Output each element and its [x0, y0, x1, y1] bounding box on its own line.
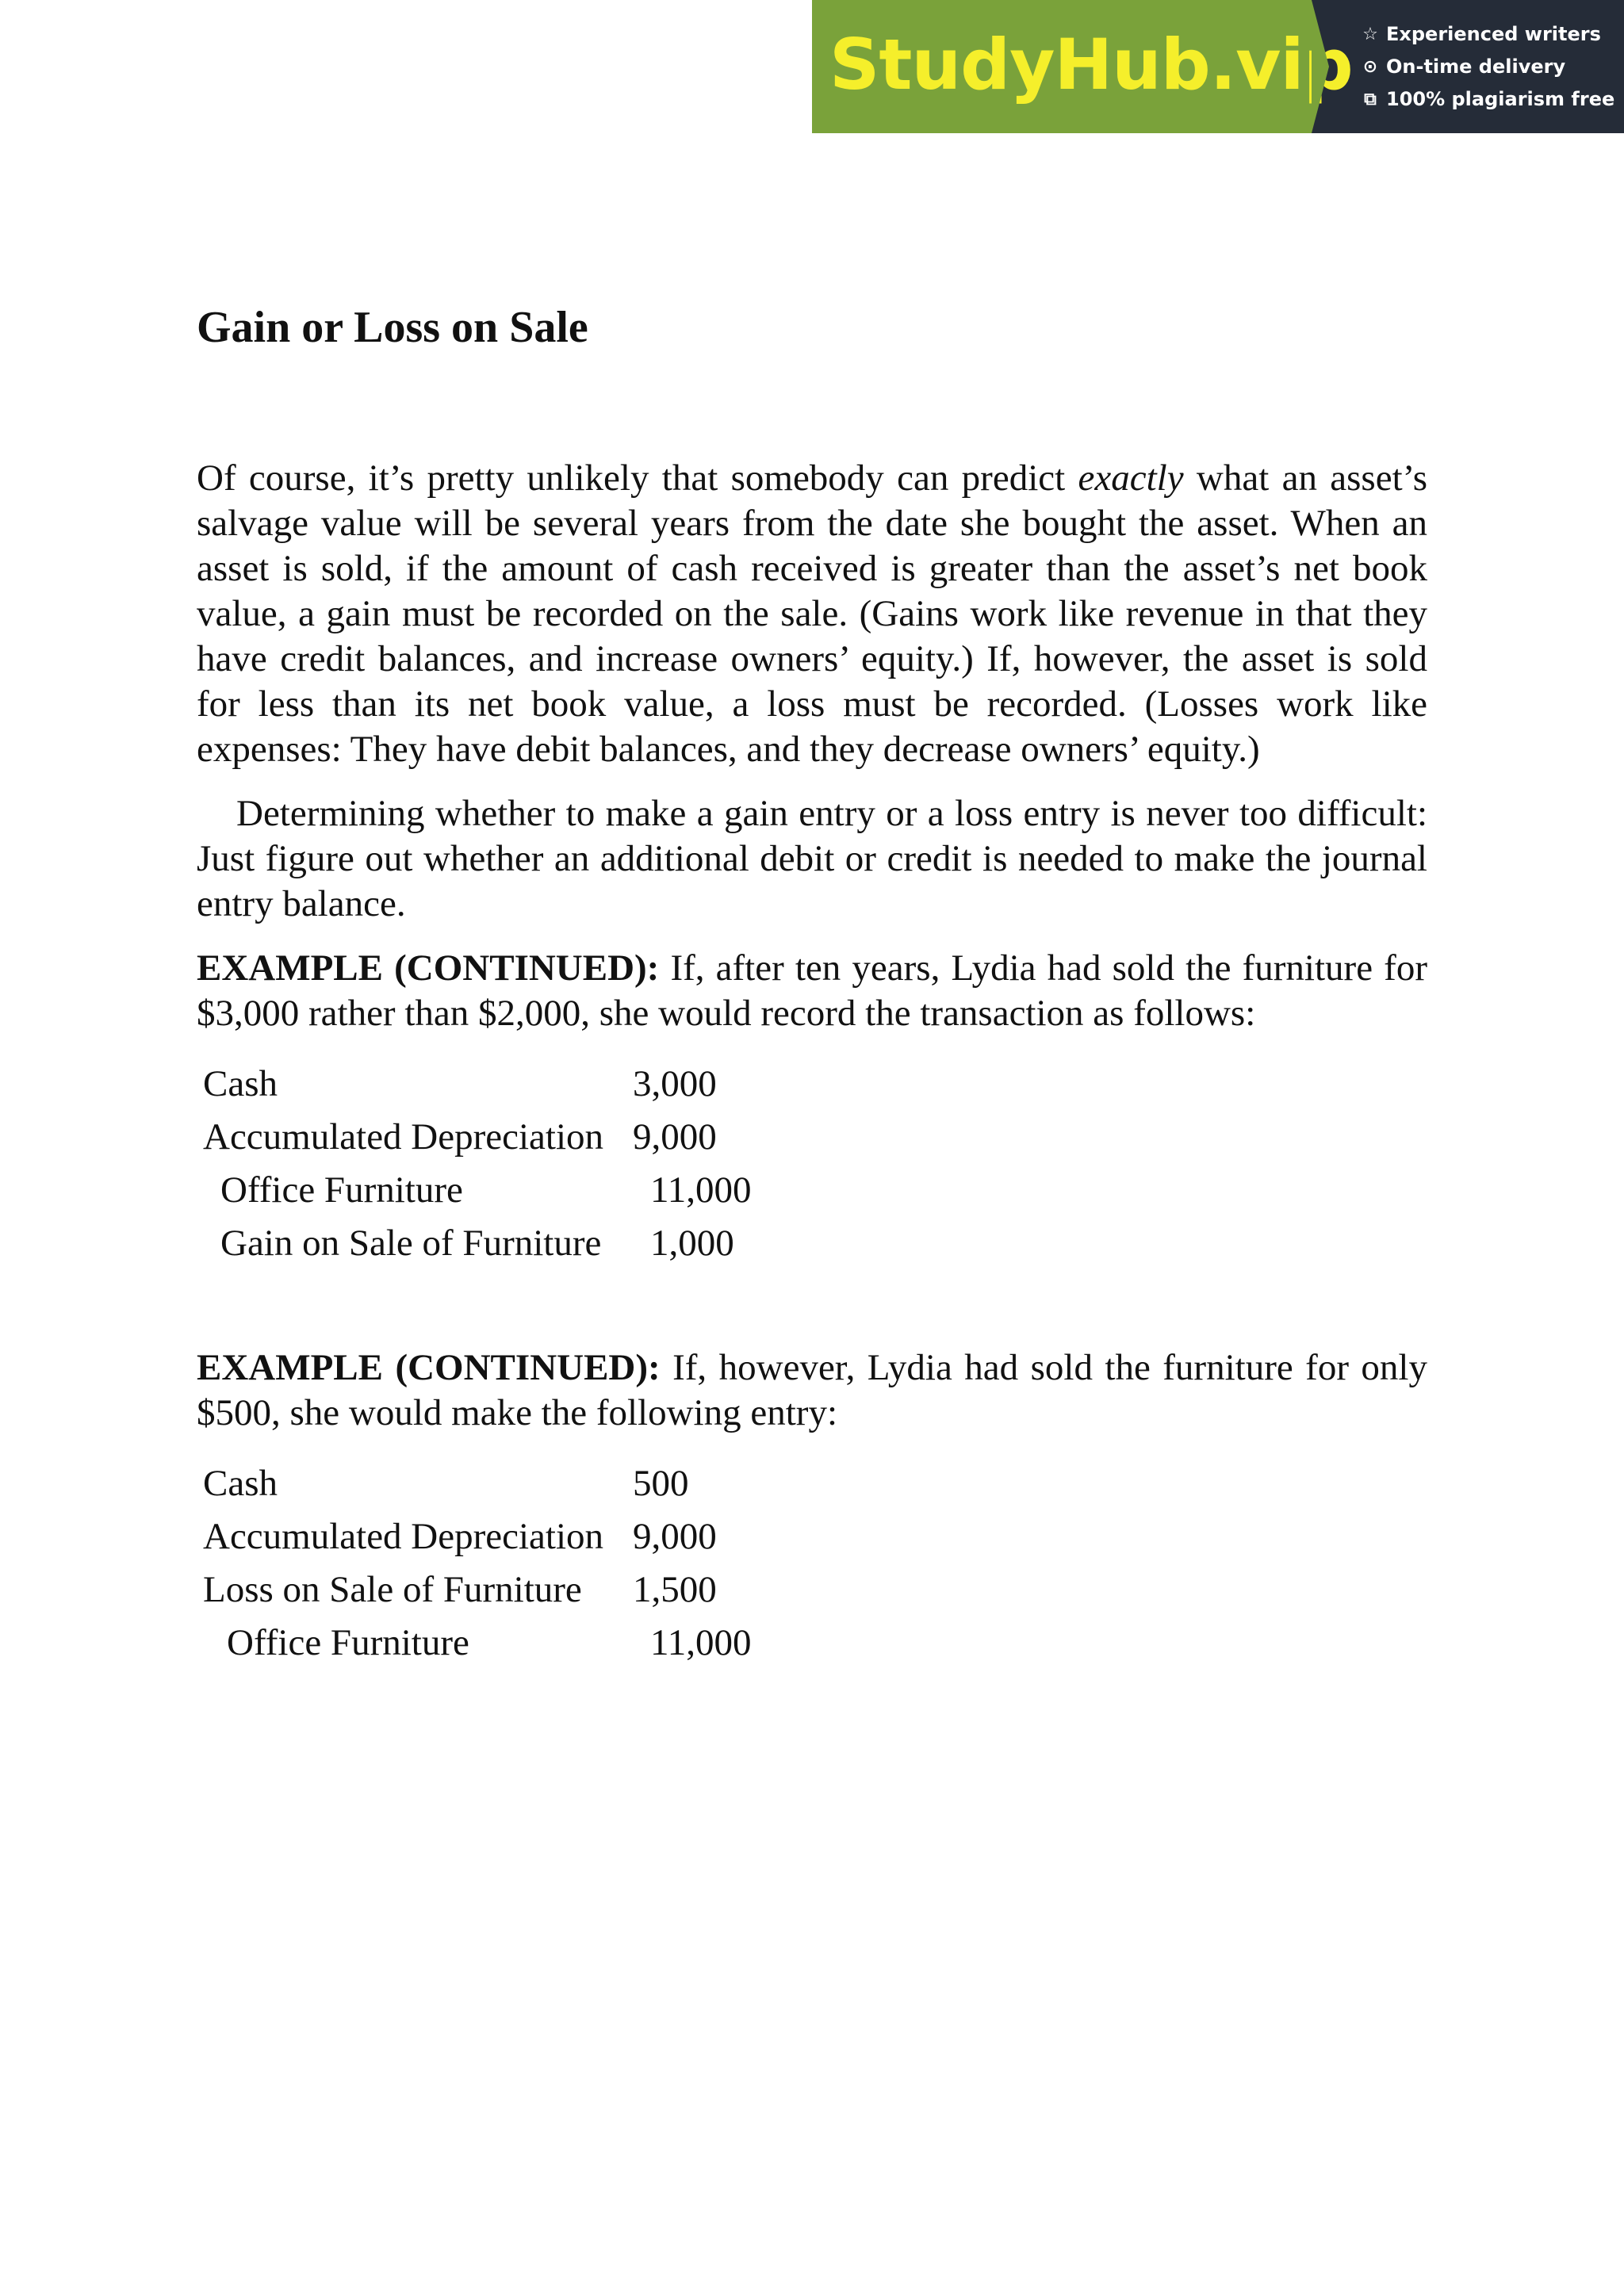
- journal-debit: 500: [633, 1462, 689, 1504]
- journal-account: Loss on Sale of Furniture: [203, 1568, 582, 1610]
- feature-on-time-delivery: [1359, 51, 1624, 83]
- example-loss-intro: [197, 1345, 1427, 1436]
- journal-row: [203, 1563, 1427, 1616]
- feature-plagiarism-free: [1359, 83, 1624, 116]
- example-text: If, however, Lydia had sold the furniture for only $500, she would make the following entry:: [197, 1347, 1427, 1434]
- journal-credit: 11,000: [650, 1169, 752, 1211]
- journal-entry-loss: [203, 1456, 1427, 1669]
- journal-debit: 3,000: [633, 1062, 717, 1104]
- paragraph-text: what an asset’s salvage value will be several years from the date she bought the asset. When an asset is sold, if the amount of cash received is greater than the asset’s net book value, a gain must be recorded on the sale. (Gains work like revenue in that they have credit balances, and increase owners’ equity.) If, however, the asset is sold for less than its net book value, a loss must be recorded. (Losses work like expenses: They have debit balances, and they decrease owners’ equity.): [197, 457, 1427, 771]
- journal-row: [203, 1057, 1427, 1110]
- journal-account: Cash: [203, 1462, 278, 1504]
- journal-row: [203, 1456, 1427, 1510]
- example-lead: EXAMPLE (CONTINUED):: [197, 1347, 661, 1389]
- example-gain-intro: [197, 946, 1427, 1036]
- journal-row: [203, 1216, 1427, 1269]
- feature-label: On-time delivery: [1386, 55, 1566, 78]
- journal-entry-gain: [203, 1057, 1427, 1269]
- journal-row: [203, 1110, 1427, 1163]
- banner-logo[interactable]: [812, 0, 1353, 133]
- journal-account: Cash: [203, 1062, 278, 1104]
- journal-row: [203, 1510, 1427, 1563]
- journal-debit: 9,000: [633, 1515, 717, 1557]
- example-lead: EXAMPLE (CONTINUED):: [197, 947, 660, 989]
- journal-account: Office Furniture: [220, 1169, 463, 1211]
- paragraph-salvage-value: [197, 456, 1427, 772]
- journal-credit: 1,000: [650, 1222, 734, 1264]
- logo-text: StudyHub.vip: [829, 23, 1353, 105]
- journal-account: Gain on Sale of Furniture: [220, 1222, 602, 1264]
- star-icon: ☆: [1362, 24, 1378, 44]
- paragraph-text: Of course, it’s pretty unlikely that somebody can predict: [197, 457, 1078, 499]
- feature-label: Experienced writers: [1386, 23, 1601, 45]
- journal-credit: 11,000: [650, 1621, 752, 1663]
- example-text: If, after ten years, Lydia had sold the furniture for $3,000 rather than $2,000, she would record the transaction as follows:: [197, 947, 1427, 1035]
- feature-label: 100% plagiarism free: [1386, 88, 1615, 110]
- studyhub-banner[interactable]: [812, 0, 1624, 133]
- journal-row: [203, 1616, 1427, 1669]
- journal-debit: 1,500: [633, 1568, 717, 1610]
- banner-features: [1312, 0, 1624, 133]
- banner-arrow-shape: [1312, 0, 1329, 133]
- document-body: [197, 301, 1427, 1669]
- copy-icon: ⧉: [1364, 89, 1377, 109]
- journal-account: Accumulated Depreciation: [203, 1515, 604, 1557]
- emphasis-text: exactly: [1078, 457, 1184, 499]
- page-title: Gain or Loss on Sale: [197, 303, 588, 352]
- journal-debit: 9,000: [633, 1115, 717, 1158]
- journal-row: [203, 1163, 1427, 1216]
- paragraph-gain-or-loss: Determining whether to make a gain entry or a loss entry is never too difficult: Just figure out whether an additional debit or credit is needed to make the journal entry balance.: [197, 793, 1427, 925]
- journal-account: Office Furniture: [227, 1621, 469, 1663]
- journal-account: Accumulated Depreciation: [203, 1115, 604, 1158]
- clock-icon: ⊙: [1362, 56, 1378, 77]
- feature-experienced-writers: [1359, 18, 1624, 51]
